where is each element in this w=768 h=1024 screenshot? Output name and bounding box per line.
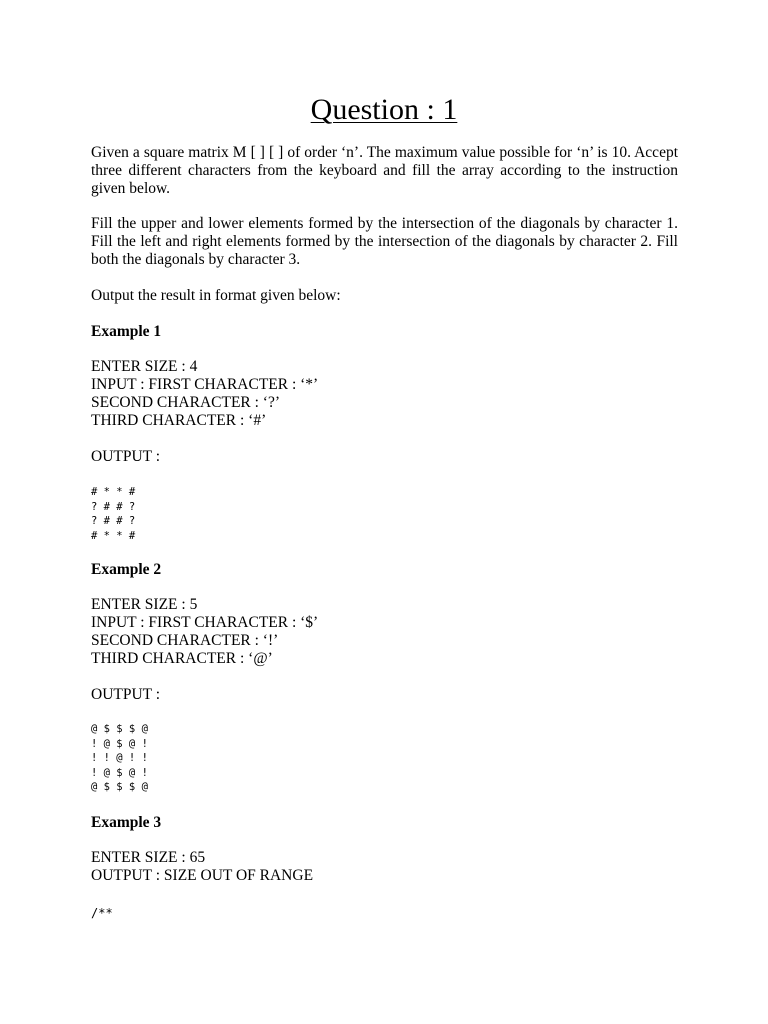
example-2-input	[91, 596, 678, 668]
matrix-row: ! ! @ ! !	[91, 752, 148, 764]
intro-paragraph: Given a square matrix M [ ] [ ] of order ‘n’. The maximum value possible for ‘n’ is 10. Accept three different characters from the keyboard and fill the array according to the instruction given below.	[91, 144, 678, 197]
matrix-row: ! @ $ @ !	[91, 766, 148, 779]
example-2-size-line: ENTER SIZE : 5	[91, 596, 198, 613]
matrix-row: # * * #	[91, 486, 136, 498]
example-2-heading: Example 2	[91, 561, 162, 578]
matrix-row: @ $ $ $ @	[91, 723, 148, 735]
output-note: Output the result in format given below:	[91, 287, 341, 304]
example-1-input	[91, 358, 678, 430]
matrix-row: ? # # ?	[91, 500, 136, 513]
example-2-third-char-line: THIRD CHARACTER : ‘@’	[91, 650, 273, 667]
example-2-matrix	[91, 722, 678, 795]
example-2-output-label: OUTPUT :	[91, 686, 161, 703]
instructions-paragraph: Fill the upper and lower elements formed by the intersection of the diagonals by character 1. Fill the left and right elements formed by the intersection of the diagonals by character 2. Fill both the diagonals by character 3.	[91, 215, 678, 268]
example-1-matrix	[91, 485, 678, 543]
matrix-row: ? # # ?	[91, 515, 136, 527]
code-comment-start: /**	[91, 906, 113, 920]
example-3-size-line: ENTER SIZE : 65	[91, 849, 206, 866]
matrix-row: @ $ $ $ @	[91, 781, 148, 793]
example-1-output-label: OUTPUT :	[91, 448, 161, 465]
example-3-input	[91, 849, 678, 885]
example-1-second-char-line: SECOND CHARACTER : ‘?’	[91, 394, 281, 411]
example-3-output-line: OUTPUT : SIZE OUT OF RANGE	[91, 867, 314, 884]
page-title: Question : 1	[310, 93, 458, 126]
matrix-row: # * * #	[91, 529, 136, 542]
example-3-heading: Example 3	[91, 814, 162, 831]
example-1-first-char-line: INPUT : FIRST CHARACTER : ‘*’	[91, 376, 319, 393]
example-1-size-line: ENTER SIZE : 4	[91, 358, 198, 375]
matrix-row: ! @ $ @ !	[91, 737, 148, 750]
example-1-heading: Example 1	[91, 323, 162, 340]
example-1-third-char-line: THIRD CHARACTER : ‘#’	[91, 412, 267, 429]
example-2-second-char-line: SECOND CHARACTER : ‘!’	[91, 632, 279, 649]
example-2-first-char-line: INPUT : FIRST CHARACTER : ‘$’	[91, 614, 319, 631]
